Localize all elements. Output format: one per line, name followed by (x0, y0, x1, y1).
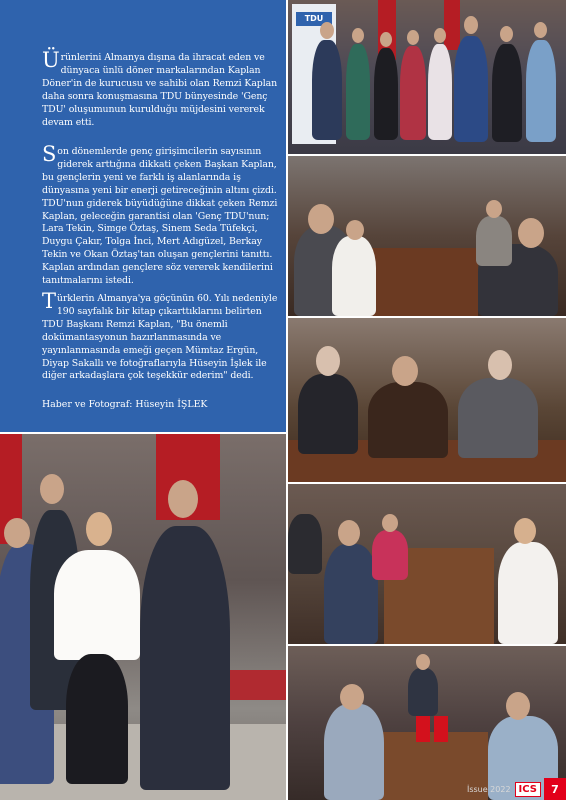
paragraph-3-text: ürklerin Almanya'ya göçünün 60. Yılı nedeniyle 190 sayfalık bir kitap çıkarttıklarını belirten TDU Başkanı Remzi Kaplan, "Bu önemli dokümantasyonun hazırlanmasında ve yayınlanmasında emeği geçen Mümtaz Ergün, Diyap Sakallı ve fotoğraflarıyla Hüseyin İşlek ile diğer arkadaşlara çok teşekkür ederim" dedi. (42, 293, 278, 382)
person-head (308, 204, 334, 234)
person-head (514, 518, 536, 544)
photo-dinner-table-4 (288, 646, 566, 800)
person (324, 704, 384, 800)
person-head (380, 32, 392, 47)
person-head (352, 28, 364, 43)
person (324, 544, 378, 644)
person (408, 668, 438, 716)
person (372, 530, 408, 580)
photo-dinner-table-2 (288, 318, 566, 482)
tdu-logo: TDU (296, 12, 332, 26)
person (526, 40, 556, 142)
person-head (320, 22, 334, 39)
issue-label: İssue 2022 (466, 784, 511, 794)
person-head (407, 30, 419, 45)
person-head (500, 26, 513, 42)
person (288, 514, 322, 574)
person-head (506, 692, 530, 720)
person (458, 378, 538, 458)
person (492, 44, 522, 142)
person (428, 44, 452, 140)
person (346, 44, 370, 140)
person-head (40, 474, 64, 504)
pennant-flag (434, 716, 448, 742)
paragraph-2-text: on dönemlerde genç girişimcilerin sayısının giderek arttığına dikkati çeken Başkan Kaplan, bu gençlerin yeni ve farklı iş alanlarında iş dünyasına yeni bir enerji getireceğinin altını çizdi. TDU'nun giderek büyüdüğüne dikkat çeken Remzi Kaplan, geleceğin garantisi olan 'Genç TDU'nun; Lara Tekin, Simge Öztaş, Sinem Seda Tüfekçi, Duygu Çakır, Tolga İnci, Mert Adıgüzel, Berkay Tekin ve Okan Öztaş'tan oluşan gençlerini tanıttı. Kaplan ardından gençlere söz vererek kendilerini tanıtmalarını istedi. (42, 146, 278, 287)
person-head (416, 654, 430, 670)
photo-credit: Haber ve Fotograf: Hüseyin İŞLEK (42, 399, 208, 410)
page-number: 7 (544, 778, 566, 800)
magazine-logo: ICS (515, 782, 541, 797)
drop-cap-3: T (42, 289, 56, 313)
photo-dinner-table-3 (288, 484, 566, 644)
person-head (534, 22, 547, 38)
person-head (392, 356, 418, 386)
page-footer (467, 778, 566, 800)
person-head (486, 200, 502, 218)
person (476, 216, 512, 266)
person-head (86, 512, 112, 546)
article-paragraph-2 (42, 142, 278, 288)
person (312, 40, 342, 140)
person (454, 36, 488, 142)
person (368, 382, 448, 458)
person-head (316, 346, 340, 376)
person-head (4, 518, 30, 548)
person-head (434, 28, 446, 43)
photo-group-standing (0, 434, 286, 800)
article-paragraph-3 (42, 289, 278, 383)
person-head (340, 684, 364, 710)
red-curtain (444, 0, 460, 50)
person (400, 46, 426, 140)
photo-dinner-table-1 (288, 156, 566, 316)
person (332, 236, 376, 316)
person (140, 526, 230, 790)
article-paragraph-1 (42, 48, 278, 129)
person-head (464, 16, 478, 34)
drop-cap-1: Ü (42, 48, 60, 72)
person-head (488, 350, 512, 380)
paragraph-1-text: rünlerini Almanya dışına da ihracat eden ve dünyaca ünlü döner markalarından Kaplan Döner'in de kurucusu ve sahibi olan Remzi Kaplan daha sonra konuşmasına TDU bünyesinde 'Genç TDU' oluşumunun kurulduğu müjdesini vererek devam etti. (42, 52, 278, 128)
person-head (168, 480, 198, 518)
photo-group-stage (288, 0, 566, 154)
person (374, 48, 398, 140)
drop-cap-2: S (42, 142, 57, 166)
person (54, 550, 140, 660)
person-legs (66, 654, 128, 784)
person-head (346, 220, 364, 240)
person-head (518, 218, 544, 248)
person-head (382, 514, 398, 532)
person-head (338, 520, 360, 546)
person (498, 542, 558, 644)
article-text-panel (0, 0, 286, 432)
person (298, 374, 358, 454)
turkish-flag (416, 716, 430, 742)
